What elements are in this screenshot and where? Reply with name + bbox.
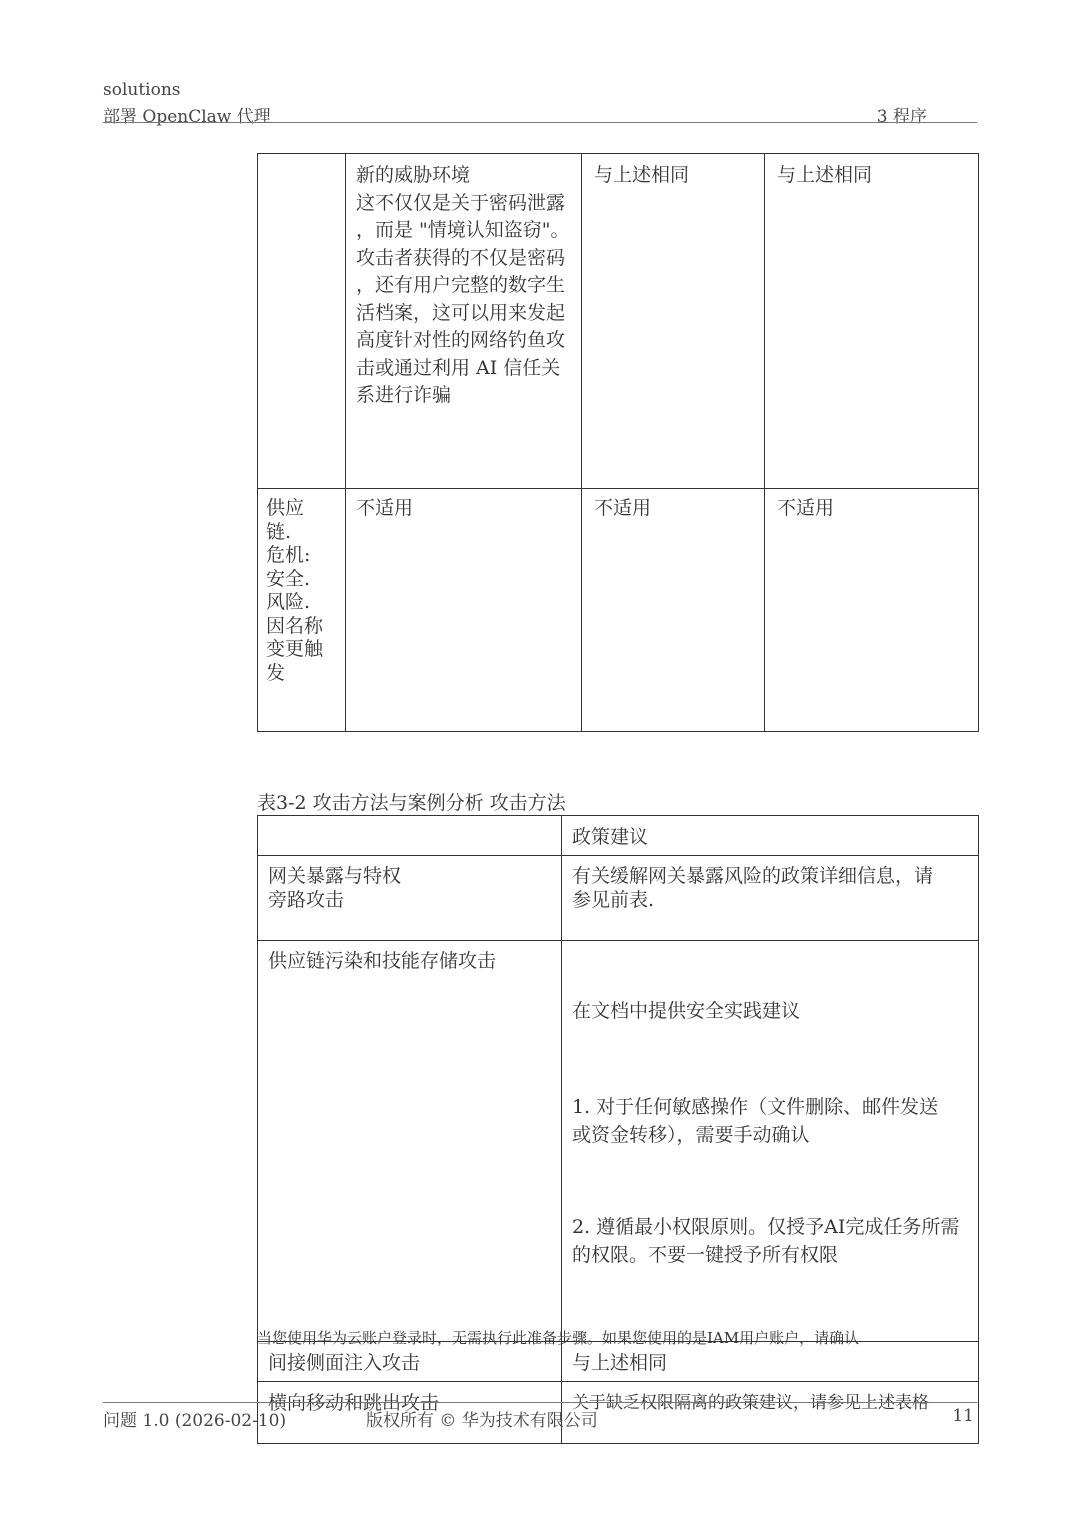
table-cell: 供应 链. 危机: 安全. 风险. 因名称 变更触 发 — [258, 489, 346, 732]
attack-policy-table — [257, 815, 979, 1444]
table-cell: 有关缓解网关暴露风险的政策详细信息，请 参见前表. — [562, 856, 979, 941]
table-cell: 不适用 — [765, 489, 979, 732]
footer-page-number: 11 — [952, 1406, 974, 1426]
table-cell: 横向移动和跳出攻击 — [258, 1382, 562, 1444]
table-cell: 新的威胁环境 这不仅仅是关于密码泄露 ，而是 "情境认知盗窃"。 攻击者获得的不仅是密码 ，还有用户完整的数字生 活档案，这可以用来发起 高度针对性的网络钓鱼攻 击或通过利用 AI 信任关 系进行诈骗 — [346, 154, 582, 489]
threat-table-continued — [257, 153, 979, 732]
table-cell — [562, 941, 979, 1342]
table-cell: 不适用 — [582, 489, 765, 732]
table-cell: 与上述相同 — [562, 1342, 979, 1382]
header-rule — [103, 122, 977, 123]
body-note: 当您使用华为云账户登录时，无需执行此准备步骤。如果您使用的是IAM用户账户，请确认 — [257, 1329, 860, 1347]
policy-paragraph: 1. 对于任何敏感操作（文件删除、邮件发送 或资金转移），需要手动确认 — [572, 1096, 939, 1146]
table-header-row — [258, 816, 979, 856]
footer-rule — [103, 1402, 977, 1403]
policy-paragraph: 2. 遵循最小权限原则。仅授予AI完成任务所需 的权限。不要一键授予所有权限 — [572, 1216, 960, 1266]
header-doc-title: solutions — [103, 80, 181, 100]
table-cell: 间接侧面注入攻击 — [258, 1342, 562, 1382]
table-cell: 供应链污染和技能存储攻击 — [258, 941, 562, 1342]
table-row — [258, 489, 979, 732]
table-row — [258, 941, 979, 1342]
table-header-cell: 政策建议 — [562, 816, 979, 856]
footer-issue: 问题 1.0 (2026-02-10) — [103, 1411, 287, 1431]
table-cell: 不适用 — [346, 489, 582, 732]
table-cell: 关于缺乏权限隔离的政策建议，请参见上述表格 — [562, 1382, 979, 1444]
table-cell: 网关暴露与特权 旁路攻击 — [258, 856, 562, 941]
header-doc-subtitle: 部署 OpenClaw 代理 — [103, 107, 271, 127]
table-header-cell — [258, 816, 562, 856]
table-row — [258, 856, 979, 941]
table-cell: 与上述相同 — [765, 154, 979, 489]
header-chapter: 3 程序 — [876, 107, 927, 127]
table-row — [258, 154, 979, 489]
table-cell: 与上述相同 — [582, 154, 765, 489]
footer-copyright: 版权所有 © 华为技术有限公司 — [366, 1411, 598, 1431]
policy-paragraph: 在文档中提供安全实践建议 — [572, 1000, 801, 1022]
table-caption: 表3-2 攻击方法与案例分析 攻击方法 — [257, 792, 566, 814]
table-cell — [258, 154, 346, 489]
